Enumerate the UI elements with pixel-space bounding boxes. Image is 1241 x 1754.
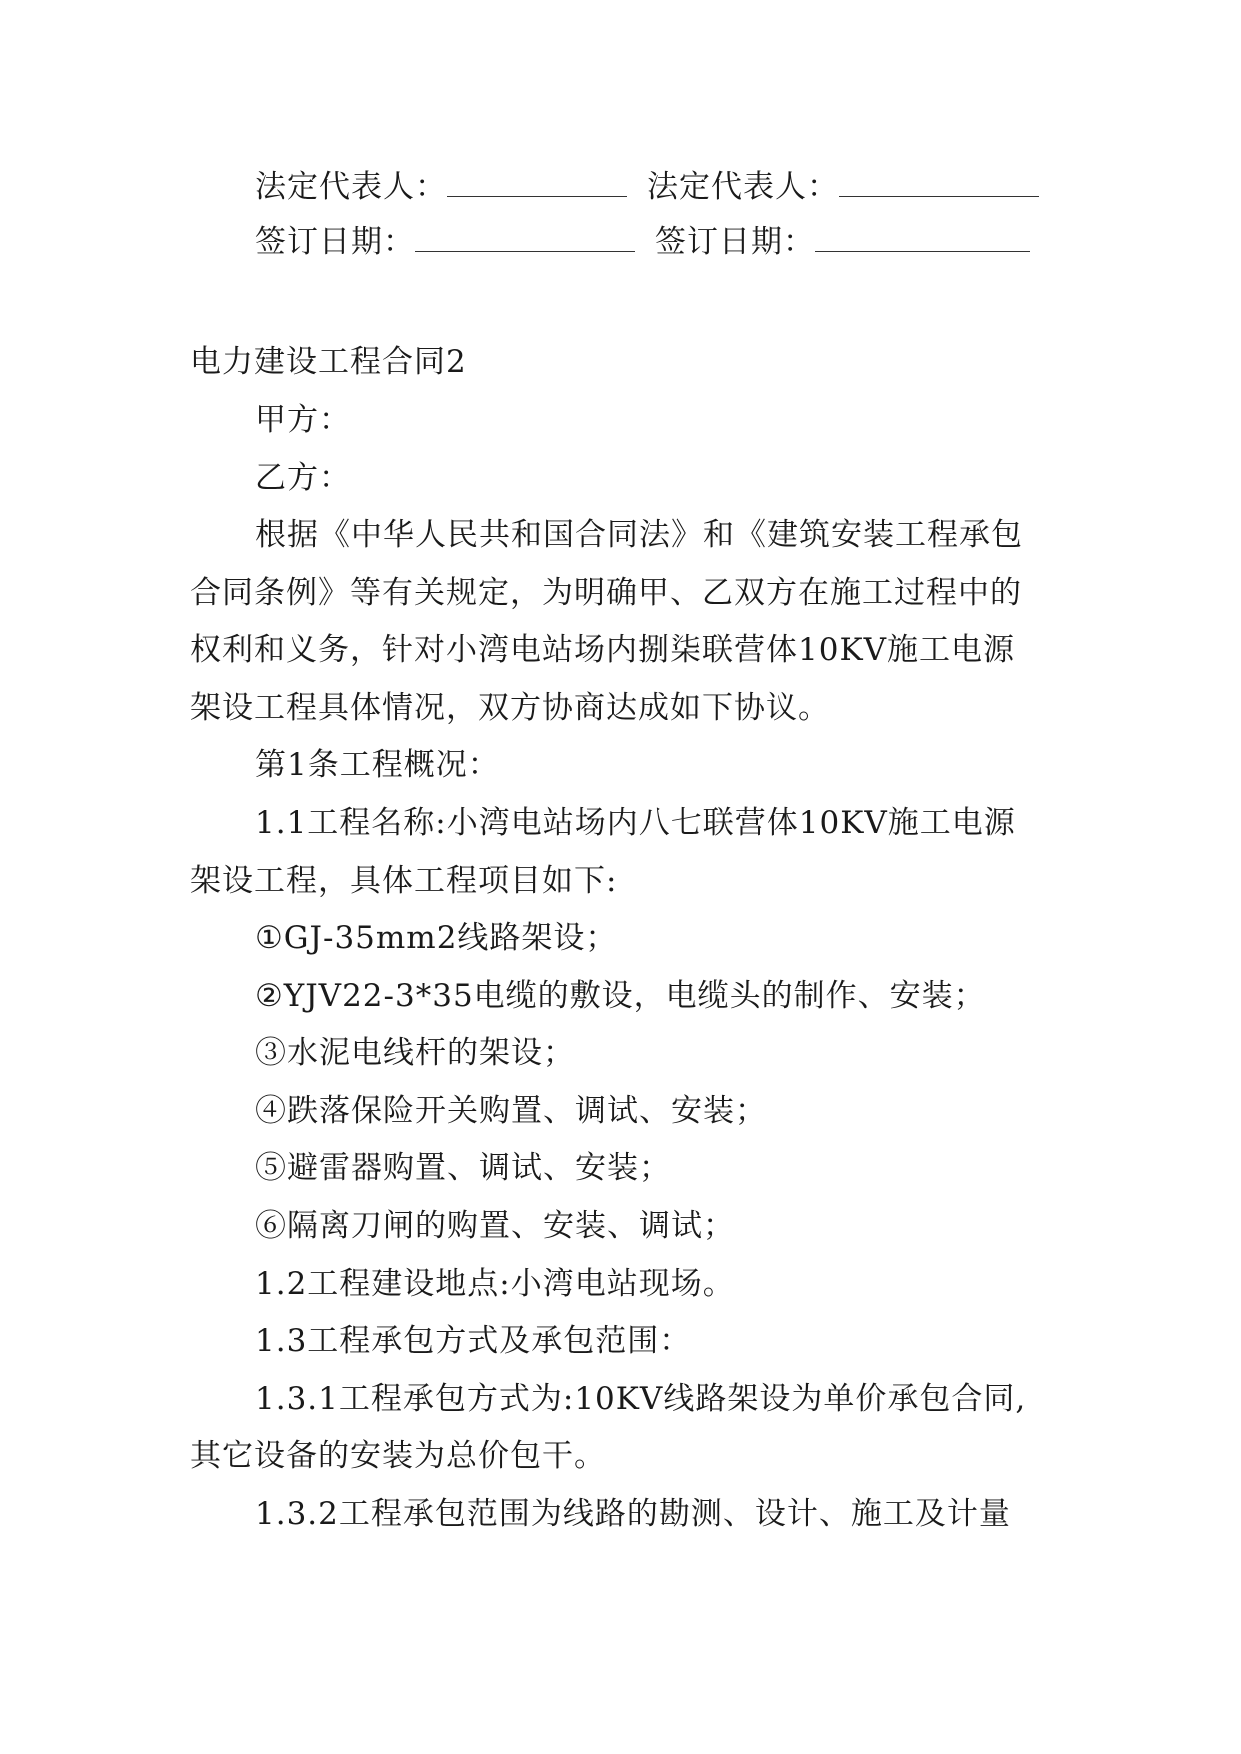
intro-line: 权利和义务，针对小湾电站场内捌柒联营体10KV施工电源: [190, 632, 1015, 668]
date-blank-a: [415, 223, 635, 252]
project-item: ①GJ-35mm2线路架设；: [255, 920, 618, 956]
article-1-title: 第1条工程概况：: [255, 747, 500, 783]
representative-blank-b: [839, 168, 1039, 197]
project-item: ③水泥电线杆的架设；: [255, 1035, 575, 1071]
item-1-3: 1.3工程承包方式及承包范围：: [255, 1323, 692, 1359]
project-item: ⑤避雷器购置、调试、安装；: [255, 1150, 671, 1186]
project-item: ②YJV22-3*35电缆的敷设，电缆头的制作、安装；: [255, 978, 986, 1014]
signature-row-representative: [255, 167, 1039, 207]
item-1-3-2: 1.3.2工程承包范围为线路的勘测、设计、施工及计量: [255, 1496, 1011, 1532]
document-title: 电力建设工程合同2: [190, 344, 467, 380]
intro-line: 架设工程具体情况，双方协商达成如下协议。: [190, 690, 830, 726]
date-blank-b: [815, 223, 1030, 252]
item-1-1-line: 1.1工程名称:小湾电站场内八七联营体10KV施工电源: [255, 805, 1016, 841]
item-1-1-line: 架设工程，具体工程项目如下:: [190, 863, 618, 899]
item-1-2: 1.2工程建设地点:小湾电站现场。: [255, 1266, 735, 1302]
date-label-a: 签订日期：: [255, 224, 415, 260]
date-label-b: 签订日期：: [655, 224, 815, 260]
party-a-label: 甲方：: [255, 402, 351, 438]
representative-label-b: 法定代表人：: [647, 169, 839, 205]
signature-row-date: [255, 222, 1030, 262]
item-1-3-1-line: 其它设备的安装为总价包干。: [190, 1438, 606, 1474]
item-1-3-1-line: 1.3.1工程承包方式为:10KV线路架设为单价承包合同,: [255, 1381, 1027, 1417]
representative-label-a: 法定代表人：: [255, 169, 447, 205]
intro-line: 根据《中华人民共和国合同法》和《建筑安装工程承包: [255, 517, 1023, 553]
project-item: ⑥隔离刀闸的购置、安装、调试；: [255, 1208, 735, 1244]
representative-blank-a: [447, 168, 627, 197]
party-b-label: 乙方：: [255, 460, 351, 496]
project-item: ④跌落保险开关购置、调试、安装；: [255, 1093, 767, 1129]
intro-line: 合同条例》等有关规定，为明确甲、乙双方在施工过程中的: [190, 575, 1022, 611]
